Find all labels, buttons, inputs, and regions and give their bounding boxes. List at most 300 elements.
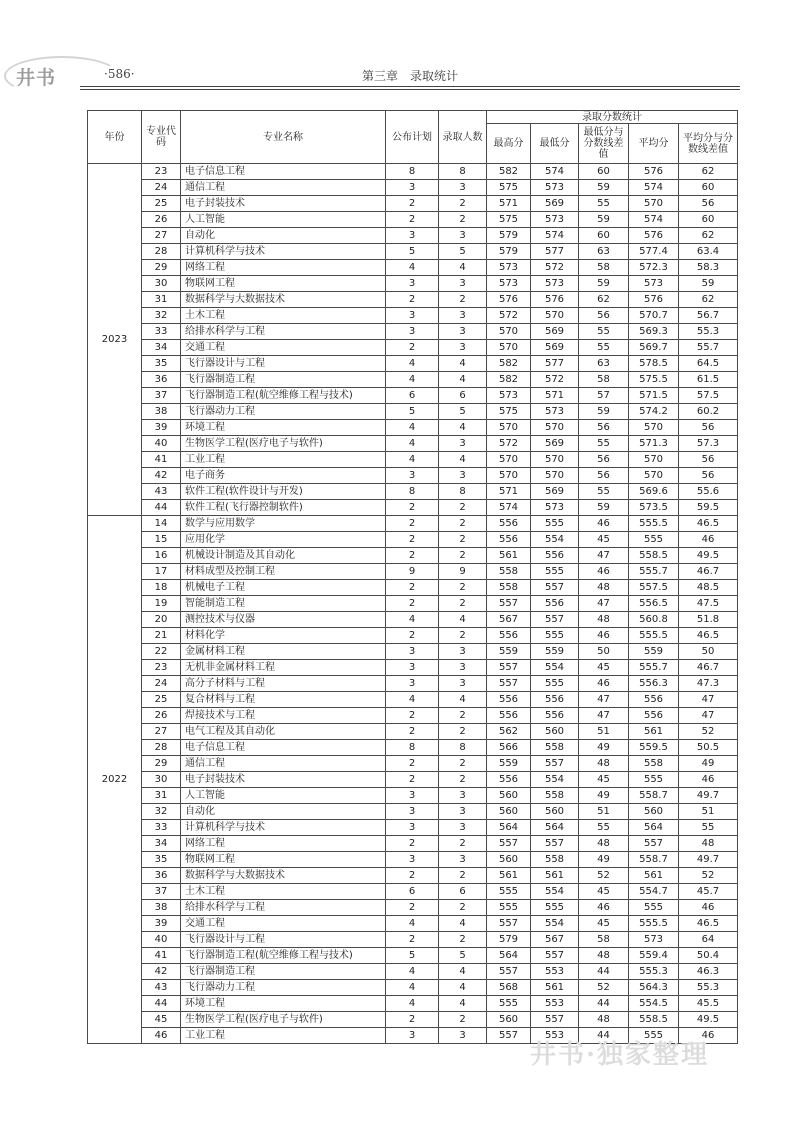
cell-name: 给排水科学与工程 xyxy=(181,900,386,916)
cell-min-diff: 63 xyxy=(579,356,629,372)
cell-max: 558 xyxy=(487,580,531,596)
cell-min-diff: 60 xyxy=(579,164,629,180)
cell-avg: 569.3 xyxy=(629,324,679,340)
cell-plan: 4 xyxy=(386,692,439,708)
table-row xyxy=(88,804,738,820)
cell-avg: 560.8 xyxy=(629,612,679,628)
cell-name: 环境工程 xyxy=(181,996,386,1012)
column-header-name: 专业名称 xyxy=(181,111,386,164)
cell-admitted: 2 xyxy=(439,596,487,612)
cell-admitted: 2 xyxy=(439,548,487,564)
cell-avg: 576 xyxy=(629,292,679,308)
watermark: 井书·独家整理 xyxy=(530,1040,710,1070)
cell-min-diff: 45 xyxy=(579,916,629,932)
table-row xyxy=(88,484,738,500)
cell-min: 570 xyxy=(531,420,579,436)
cell-max: 575 xyxy=(487,180,531,196)
cell-avg: 574 xyxy=(629,180,679,196)
cell-min-diff: 48 xyxy=(579,612,629,628)
cell-max: 557 xyxy=(487,836,531,852)
cell-code: 39 xyxy=(142,916,181,932)
cell-code: 22 xyxy=(142,644,181,660)
cell-name: 软件工程(飞行器控制软件) xyxy=(181,500,386,516)
cell-avg-diff: 56 xyxy=(679,468,738,484)
cell-code: 31 xyxy=(142,292,181,308)
cell-code: 38 xyxy=(142,404,181,420)
cell-min-diff: 48 xyxy=(579,1012,629,1028)
cell-code: 23 xyxy=(142,164,181,180)
cell-admitted: 2 xyxy=(439,580,487,596)
table-row xyxy=(88,676,738,692)
cell-min-diff: 48 xyxy=(579,948,629,964)
cell-code: 32 xyxy=(142,804,181,820)
cell-max: 558 xyxy=(487,564,531,580)
cell-code: 25 xyxy=(142,196,181,212)
cell-max: 579 xyxy=(487,228,531,244)
cell-code: 36 xyxy=(142,868,181,884)
cell-plan: 4 xyxy=(386,452,439,468)
cell-name: 电气工程及其自动化 xyxy=(181,724,386,740)
cell-avg: 573.5 xyxy=(629,500,679,516)
table-row xyxy=(88,388,738,404)
cell-name: 应用化学 xyxy=(181,532,386,548)
cell-name: 人工智能 xyxy=(181,212,386,228)
cell-admitted: 3 xyxy=(439,324,487,340)
cell-plan: 5 xyxy=(386,404,439,420)
cell-admitted: 8 xyxy=(439,740,487,756)
cell-plan: 4 xyxy=(386,612,439,628)
cell-min: 554 xyxy=(531,772,579,788)
table-row xyxy=(88,900,738,916)
cell-avg-diff: 47.5 xyxy=(679,596,738,612)
cell-avg: 573 xyxy=(629,932,679,948)
cell-admitted: 4 xyxy=(439,356,487,372)
cell-avg-diff: 55.3 xyxy=(679,324,738,340)
page-number: ·586· xyxy=(104,67,135,81)
cell-plan: 5 xyxy=(386,244,439,260)
cell-min: 557 xyxy=(531,580,579,596)
cell-min-diff: 58 xyxy=(579,372,629,388)
cell-plan: 2 xyxy=(386,900,439,916)
cell-avg-diff: 57.3 xyxy=(679,436,738,452)
table-row xyxy=(88,292,738,308)
cell-avg: 571.5 xyxy=(629,388,679,404)
cell-admitted: 2 xyxy=(439,500,487,516)
cell-plan: 4 xyxy=(386,356,439,372)
cell-admitted: 2 xyxy=(439,868,487,884)
cell-code: 44 xyxy=(142,500,181,516)
cell-avg-diff: 52 xyxy=(679,868,738,884)
cell-code: 35 xyxy=(142,852,181,868)
cell-min-diff: 55 xyxy=(579,340,629,356)
cell-plan: 2 xyxy=(386,1012,439,1028)
column-header-min: 最低分 xyxy=(531,124,579,164)
cell-plan: 2 xyxy=(386,196,439,212)
cell-admitted: 4 xyxy=(439,996,487,1012)
cell-admitted: 3 xyxy=(439,308,487,324)
table-row xyxy=(88,596,738,612)
cell-plan: 2 xyxy=(386,708,439,724)
cell-min: 573 xyxy=(531,404,579,420)
cell-name: 飞行器设计与工程 xyxy=(181,356,386,372)
cell-code: 24 xyxy=(142,180,181,196)
table-row xyxy=(88,692,738,708)
cell-name: 无机非金属材料工程 xyxy=(181,660,386,676)
cell-avg-diff: 49.5 xyxy=(679,548,738,564)
cell-min-diff: 48 xyxy=(579,836,629,852)
cell-min: 556 xyxy=(531,548,579,564)
cell-avg: 573 xyxy=(629,276,679,292)
cell-name: 通信工程 xyxy=(181,756,386,772)
cell-max: 573 xyxy=(487,260,531,276)
cell-code: 35 xyxy=(142,356,181,372)
cell-min-diff: 60 xyxy=(579,228,629,244)
cell-min: 557 xyxy=(531,836,579,852)
cell-name: 飞行器动力工程 xyxy=(181,980,386,996)
cell-admitted: 2 xyxy=(439,836,487,852)
cell-name: 电子商务 xyxy=(181,468,386,484)
cell-min-diff: 47 xyxy=(579,548,629,564)
cell-min-diff: 49 xyxy=(579,740,629,756)
cell-avg: 555.5 xyxy=(629,916,679,932)
cell-min-diff: 56 xyxy=(579,308,629,324)
table-row xyxy=(88,644,738,660)
cell-min-diff: 48 xyxy=(579,580,629,596)
cell-max: 560 xyxy=(487,852,531,868)
cell-min: 557 xyxy=(531,612,579,628)
cell-avg: 570 xyxy=(629,196,679,212)
cell-admitted: 2 xyxy=(439,756,487,772)
cell-code: 32 xyxy=(142,308,181,324)
table-row xyxy=(88,404,738,420)
cell-plan: 8 xyxy=(386,164,439,180)
cell-admitted: 2 xyxy=(439,628,487,644)
cell-avg-diff: 59.5 xyxy=(679,500,738,516)
cell-min-diff: 56 xyxy=(579,452,629,468)
cell-name: 数学与应用数学 xyxy=(181,516,386,532)
cell-code: 36 xyxy=(142,372,181,388)
chapter-title: 第三章 录取统计 xyxy=(361,69,458,83)
table-row xyxy=(88,980,738,996)
cell-code: 42 xyxy=(142,468,181,484)
table-row xyxy=(88,468,738,484)
cell-admitted: 2 xyxy=(439,724,487,740)
cell-name: 数据科学与大数据技术 xyxy=(181,868,386,884)
cell-min-diff: 49 xyxy=(579,788,629,804)
cell-code: 27 xyxy=(142,724,181,740)
cell-min: 561 xyxy=(531,980,579,996)
cell-admitted: 9 xyxy=(439,564,487,580)
cell-admitted: 2 xyxy=(439,1012,487,1028)
cell-avg-diff: 47 xyxy=(679,692,738,708)
cell-plan: 2 xyxy=(386,548,439,564)
cell-min-diff: 48 xyxy=(579,756,629,772)
cell-min: 567 xyxy=(531,932,579,948)
cell-plan: 4 xyxy=(386,964,439,980)
cell-max: 575 xyxy=(487,404,531,420)
cell-min: 557 xyxy=(531,948,579,964)
cell-avg-diff: 64 xyxy=(679,932,738,948)
cell-admitted: 8 xyxy=(439,164,487,180)
cell-avg: 569.6 xyxy=(629,484,679,500)
cell-avg: 558.5 xyxy=(629,1012,679,1028)
cell-name: 金属材料工程 xyxy=(181,644,386,660)
table-row xyxy=(88,580,738,596)
cell-plan: 2 xyxy=(386,836,439,852)
cell-avg-diff: 55.7 xyxy=(679,340,738,356)
cell-avg: 558 xyxy=(629,756,679,772)
cell-min-diff: 55 xyxy=(579,324,629,340)
table-row xyxy=(88,884,738,900)
header-rule-bottom xyxy=(80,89,740,90)
table-row xyxy=(88,740,738,756)
cell-code: 19 xyxy=(142,596,181,612)
cell-code: 23 xyxy=(142,660,181,676)
cell-min-diff: 55 xyxy=(579,820,629,836)
cell-avg-diff: 57.5 xyxy=(679,388,738,404)
cell-code: 29 xyxy=(142,756,181,772)
cell-min-diff: 59 xyxy=(579,212,629,228)
cell-admitted: 3 xyxy=(439,644,487,660)
cell-admitted: 5 xyxy=(439,244,487,260)
cell-avg: 560 xyxy=(629,804,679,820)
cell-avg: 561 xyxy=(629,868,679,884)
cell-code: 44 xyxy=(142,996,181,1012)
cell-admitted: 4 xyxy=(439,980,487,996)
cell-name: 电子信息工程 xyxy=(181,164,386,180)
cell-plan: 3 xyxy=(386,804,439,820)
cell-admitted: 2 xyxy=(439,772,487,788)
cell-max: 571 xyxy=(487,484,531,500)
cell-max: 562 xyxy=(487,724,531,740)
cell-min: 558 xyxy=(531,788,579,804)
cell-admitted: 3 xyxy=(439,1028,487,1044)
cell-plan: 2 xyxy=(386,580,439,596)
cell-avg: 558.5 xyxy=(629,548,679,564)
cell-min-diff: 44 xyxy=(579,996,629,1012)
cell-plan: 3 xyxy=(386,788,439,804)
cell-admitted: 4 xyxy=(439,260,487,276)
cell-code: 40 xyxy=(142,436,181,452)
cell-name: 计算机科学与技术 xyxy=(181,244,386,260)
cell-plan: 2 xyxy=(386,340,439,356)
cell-code: 28 xyxy=(142,244,181,260)
cell-avg-diff: 51 xyxy=(679,804,738,820)
cell-code: 21 xyxy=(142,628,181,644)
cell-avg-diff: 60 xyxy=(679,180,738,196)
table-row xyxy=(88,948,738,964)
cell-avg: 555 xyxy=(629,772,679,788)
cell-avg-diff: 46.7 xyxy=(679,564,738,580)
table-row xyxy=(88,180,738,196)
cell-min-diff: 47 xyxy=(579,708,629,724)
cell-max: 579 xyxy=(487,932,531,948)
cell-avg: 556.5 xyxy=(629,596,679,612)
cell-code: 37 xyxy=(142,884,181,900)
cell-name: 物联网工程 xyxy=(181,852,386,868)
cell-min-diff: 45 xyxy=(579,884,629,900)
column-header-min-diff: 最低分与分数线差值 xyxy=(579,124,629,164)
cell-min-diff: 46 xyxy=(579,676,629,692)
cell-name: 环境工程 xyxy=(181,420,386,436)
cell-name: 飞行器制造工程(航空维修工程与技术) xyxy=(181,388,386,404)
cell-code: 38 xyxy=(142,900,181,916)
cell-name: 飞行器设计与工程 xyxy=(181,932,386,948)
cell-plan: 4 xyxy=(386,372,439,388)
cell-avg: 556.3 xyxy=(629,676,679,692)
cell-max: 570 xyxy=(487,468,531,484)
cell-plan: 3 xyxy=(386,820,439,836)
cell-avg-diff: 63.4 xyxy=(679,244,738,260)
cell-avg: 554.5 xyxy=(629,996,679,1012)
cell-avg-diff: 56 xyxy=(679,420,738,436)
cell-name: 软件工程(软件设计与开发) xyxy=(181,484,386,500)
cell-max: 564 xyxy=(487,948,531,964)
cell-max: 561 xyxy=(487,548,531,564)
cell-name: 土木工程 xyxy=(181,308,386,324)
cell-avg: 577.4 xyxy=(629,244,679,260)
cell-min-diff: 52 xyxy=(579,868,629,884)
cell-avg-diff: 46.7 xyxy=(679,660,738,676)
cell-min: 558 xyxy=(531,740,579,756)
cell-name: 机械电子工程 xyxy=(181,580,386,596)
cell-plan: 2 xyxy=(386,500,439,516)
cell-admitted: 3 xyxy=(439,660,487,676)
cell-admitted: 3 xyxy=(439,852,487,868)
cell-admitted: 4 xyxy=(439,916,487,932)
cell-plan: 2 xyxy=(386,932,439,948)
cell-min: 573 xyxy=(531,276,579,292)
cell-avg: 576 xyxy=(629,228,679,244)
cell-avg-diff: 48.5 xyxy=(679,580,738,596)
cell-admitted: 3 xyxy=(439,468,487,484)
cell-max: 579 xyxy=(487,244,531,260)
cell-min: 554 xyxy=(531,660,579,676)
cell-avg-diff: 49.5 xyxy=(679,1012,738,1028)
cell-avg-diff: 60 xyxy=(679,212,738,228)
cell-avg-diff: 60.2 xyxy=(679,404,738,420)
cell-min-diff: 58 xyxy=(579,260,629,276)
cell-min: 555 xyxy=(531,900,579,916)
cell-min: 556 xyxy=(531,708,579,724)
table-row xyxy=(88,1012,738,1028)
cell-plan: 3 xyxy=(386,852,439,868)
cell-max: 556 xyxy=(487,772,531,788)
cell-min: 559 xyxy=(531,644,579,660)
cell-code: 33 xyxy=(142,820,181,836)
cell-plan: 2 xyxy=(386,532,439,548)
cell-max: 572 xyxy=(487,308,531,324)
cell-max: 555 xyxy=(487,996,531,1012)
cell-name: 飞行器制造工程 xyxy=(181,372,386,388)
cell-avg-diff: 45.7 xyxy=(679,884,738,900)
table-row xyxy=(88,228,738,244)
cell-plan: 4 xyxy=(386,980,439,996)
cell-year: 2023 xyxy=(88,164,142,516)
cell-plan: 5 xyxy=(386,948,439,964)
cell-avg: 569.7 xyxy=(629,340,679,356)
cell-plan: 4 xyxy=(386,436,439,452)
cell-name: 网络工程 xyxy=(181,836,386,852)
cell-admitted: 2 xyxy=(439,516,487,532)
cell-avg: 555.7 xyxy=(629,660,679,676)
cell-code: 30 xyxy=(142,276,181,292)
cell-min-diff: 55 xyxy=(579,436,629,452)
table-row xyxy=(88,916,738,932)
cell-name: 高分子材料与工程 xyxy=(181,676,386,692)
cell-code: 25 xyxy=(142,692,181,708)
cell-admitted: 5 xyxy=(439,404,487,420)
cell-avg: 574 xyxy=(629,212,679,228)
cell-name: 计算机科学与技术 xyxy=(181,820,386,836)
cell-code: 45 xyxy=(142,1012,181,1028)
cell-plan: 4 xyxy=(386,996,439,1012)
cell-code: 43 xyxy=(142,980,181,996)
cell-avg-diff: 47.3 xyxy=(679,676,738,692)
cell-min: 556 xyxy=(531,596,579,612)
cell-admitted: 2 xyxy=(439,532,487,548)
table-row xyxy=(88,724,738,740)
cell-year: 2022 xyxy=(88,516,142,1044)
cell-max: 556 xyxy=(487,516,531,532)
table-row xyxy=(88,868,738,884)
cell-name: 测控技术与仪器 xyxy=(181,612,386,628)
cell-min-diff: 49 xyxy=(579,852,629,868)
cell-code: 24 xyxy=(142,676,181,692)
cell-min-diff: 56 xyxy=(579,468,629,484)
cell-avg-diff: 62 xyxy=(679,292,738,308)
cell-name: 生物医学工程(医疗电子与软件) xyxy=(181,436,386,452)
cell-admitted: 2 xyxy=(439,932,487,948)
cell-name: 人工智能 xyxy=(181,788,386,804)
cell-max: 571 xyxy=(487,196,531,212)
column-header-plan: 公布计划 xyxy=(386,111,439,164)
cell-min-diff: 59 xyxy=(579,404,629,420)
cell-plan: 2 xyxy=(386,772,439,788)
cell-code: 26 xyxy=(142,708,181,724)
cell-admitted: 3 xyxy=(439,436,487,452)
cell-min-diff: 46 xyxy=(579,564,629,580)
table-row xyxy=(88,660,738,676)
table-header xyxy=(88,111,738,164)
table-row xyxy=(88,420,738,436)
cell-admitted: 3 xyxy=(439,676,487,692)
cell-min: 554 xyxy=(531,916,579,932)
cell-avg: 571.3 xyxy=(629,436,679,452)
cell-avg: 575.5 xyxy=(629,372,679,388)
cell-min: 564 xyxy=(531,820,579,836)
table-row xyxy=(88,324,738,340)
cell-min-diff: 59 xyxy=(579,180,629,196)
cell-min: 571 xyxy=(531,388,579,404)
cell-code: 28 xyxy=(142,740,181,756)
cell-name: 数据科学与大数据技术 xyxy=(181,292,386,308)
cell-plan: 2 xyxy=(386,516,439,532)
table-row xyxy=(88,356,738,372)
cell-name: 焊接技术与工程 xyxy=(181,708,386,724)
cell-code: 14 xyxy=(142,516,181,532)
cell-plan: 2 xyxy=(386,628,439,644)
cell-max: 555 xyxy=(487,900,531,916)
cell-min-diff: 45 xyxy=(579,532,629,548)
cell-min-diff: 58 xyxy=(579,932,629,948)
cell-min: 573 xyxy=(531,180,579,196)
table-row xyxy=(88,212,738,228)
table-row xyxy=(88,788,738,804)
cell-code: 17 xyxy=(142,564,181,580)
cell-admitted: 3 xyxy=(439,788,487,804)
table-row xyxy=(88,628,738,644)
